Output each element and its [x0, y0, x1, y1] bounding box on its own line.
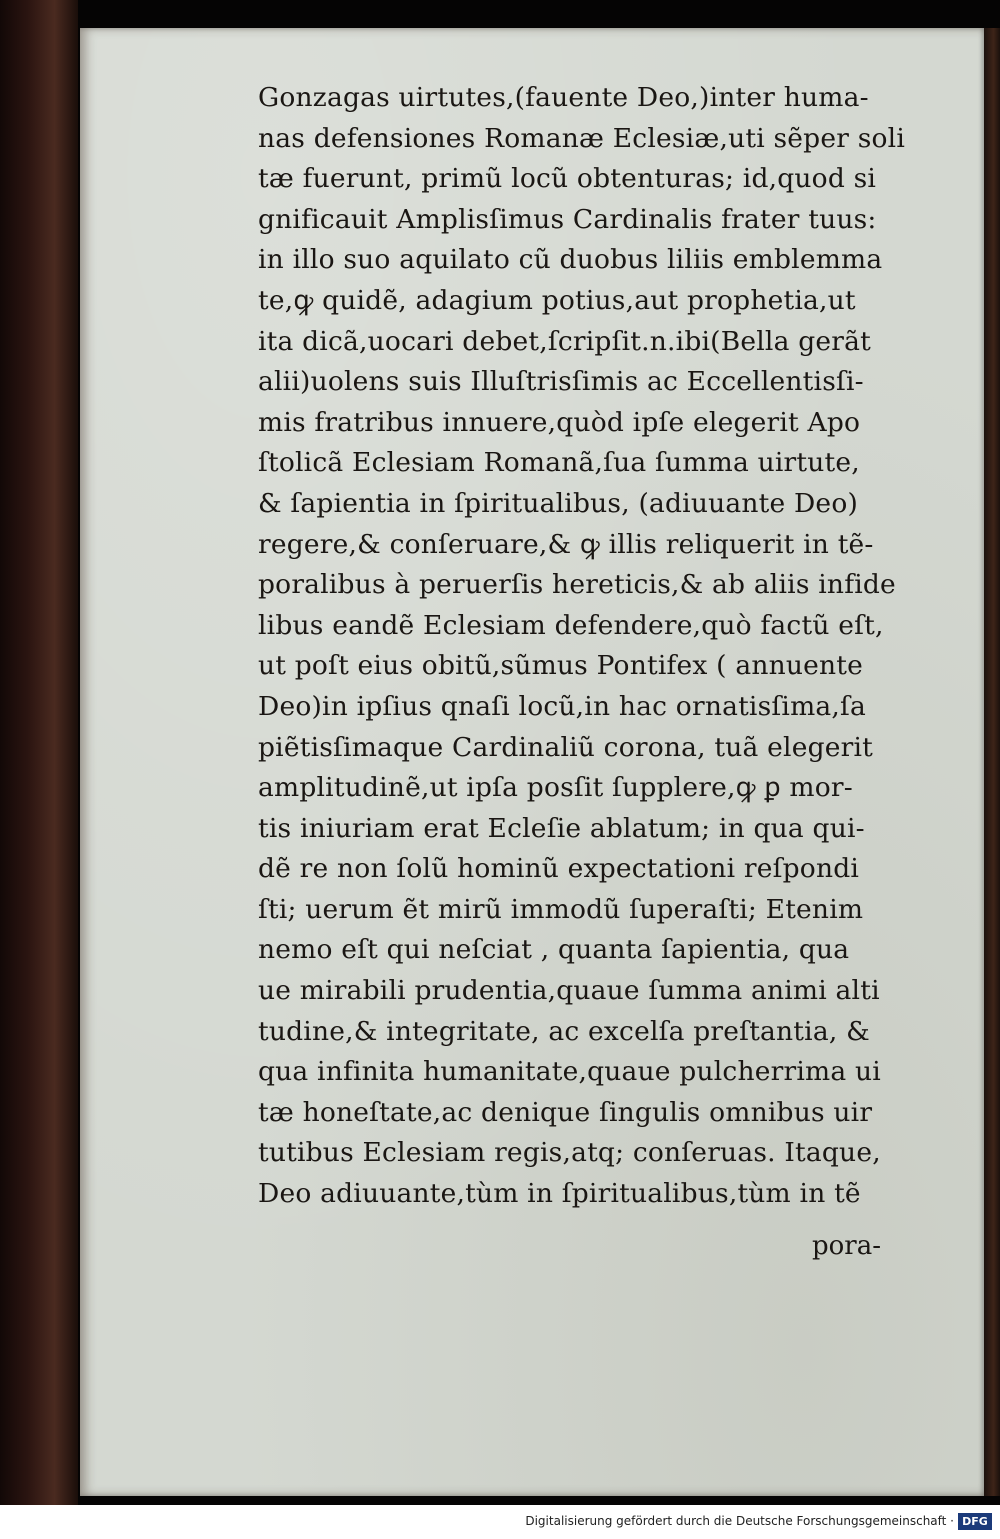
text-line: ſti; uerum ẽt mirũ immodũ ſuperaſti; Etenim — [258, 893, 864, 925]
text-line: Deo adiuuante,tùm in ſpiritualibus,tùm in tẽ — [258, 1178, 861, 1210]
dfg-logo-icon: DFG — [958, 1513, 992, 1530]
funding-credit: Digitalisierung gefördert durch die Deutsche Forschungsgemeinschaft · — [525, 1514, 954, 1528]
text-line: dẽ re non ſolũ hominũ expectationi reſpondi — [258, 853, 860, 885]
text-line: tutibus Eclesiam regis,atq; conſeruas. Itaque, — [258, 1137, 881, 1169]
catchword: pora- — [812, 1231, 882, 1261]
text-line: alii)uolens suis Illuſtrisſimis ac Eccellentisſi- — [258, 366, 864, 398]
text-line: nemo eſt qui neſciat , quanta ſapientia, qua — [258, 934, 850, 966]
page-gutter-strip — [984, 28, 1000, 1496]
digitization-footer — [0, 1505, 1000, 1539]
text-line: Deo)in ipſius qnaſi locũ,in hac ornatisſima,ſa — [258, 690, 867, 722]
book-cover-edge — [0, 0, 78, 1505]
body-text — [258, 78, 938, 1215]
text-line: ſtolicã Eclesiam Romanã,ſua ſumma uirtute, — [258, 447, 860, 479]
text-line: & ſapientia in ſpiritualibus, (adiuuante Deo) — [258, 487, 859, 519]
text-line: te,ꝙ quidẽ, adagium potius,aut prophetia,ut — [258, 284, 856, 316]
text-line: in illo suo aquilato cũ duobus liliis emblemma — [258, 244, 883, 276]
text-line: nas defensiones Romanæ Eclesiæ,uti sẽper soli — [258, 122, 906, 154]
text-line: Gonzagas uirtutes,(fauente Deo,)inter huma- — [258, 82, 869, 113]
text-line: ita dicã,uocari debet,ſcripſit.n.ibi(Bella gerãt — [258, 325, 871, 357]
text-line: tis iniuriam erat Ecleſie ablatum; in qua qui- — [258, 812, 865, 844]
text-line: qua infinita humanitate,quaue pulcherrima ui — [258, 1056, 881, 1088]
text-line: ut poſt eius obitũ,sũmus Pontifex ( annuente — [258, 650, 864, 682]
text-line: amplitudinẽ,ut ipſa posſit ſupplere,ꝙ ꝑ mor- — [258, 772, 853, 804]
text-line: ue mirabili prudentia,quaue ſumma animi alti — [258, 975, 880, 1007]
text-line: gnificauit Amplisſimus Cardinalis frater tuus: — [258, 203, 877, 235]
text-line: poralibus à peruerſis hereticis,& ab aliis infide — [258, 569, 896, 601]
text-line: tæ honeſtate,ac denique ſingulis omnibus uir — [258, 1096, 873, 1128]
text-line: regere,& conſeruare,& ꝙ illis reliquerit in tẽ- — [258, 528, 874, 560]
text-line: piẽtisſimaque Cardinaliũ corona, tuã elegerit — [258, 731, 874, 763]
text-line: mis fratribus innuere,quòd ipſe elegerit Apo — [258, 406, 861, 438]
text-line: tudine,& integritate, ac excelſa preſtantia, & — [258, 1015, 870, 1047]
text-line: libus eandẽ Eclesiam defendere,quò factũ eſt, — [258, 609, 884, 641]
text-line: tæ fuerunt, primũ locũ obtenturas; id,quod si — [258, 163, 877, 195]
